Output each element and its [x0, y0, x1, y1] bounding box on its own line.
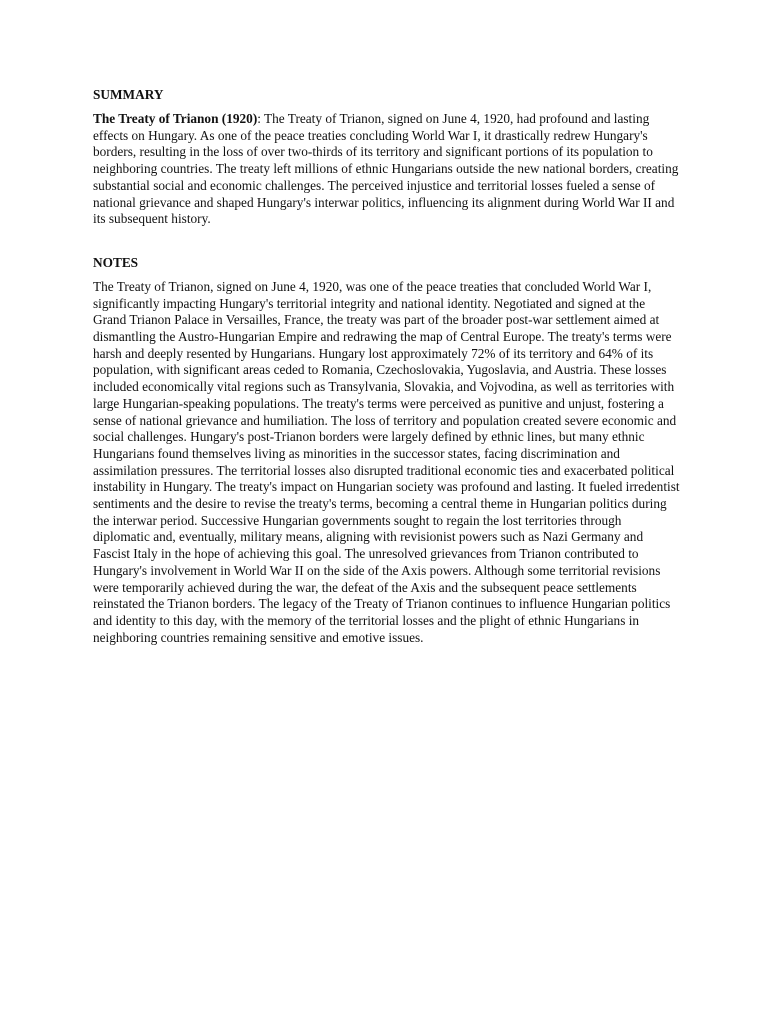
notes-paragraph: The Treaty of Trianon, signed on June 4, 1920, was one of the peace treaties that concluded World War I, significantly impacting Hungary's territorial integrity and national identity. Negotiated and signed at the Grand Trianon Palace in Versailles, France, the treaty was part of the broader post-war settlement aimed at dismantling the Austro-Hungarian Empire and redrawing the map of Central Europe. The treaty's terms were harsh and deeply resented by Hungarians. Hungary lost approximately 72% of its territory and 64% of its population, with significant areas ceded to Romania, Czechoslovakia, Yugoslavia, and Austria. These losses included economically vital regions such as Transylvania, Slovakia, and Vojvodina, as well as territories with large Hungarian-speaking populations. The treaty's terms were perceived as punitive and unjust, fostering a sense of national grievance and humiliation. The loss of territory and population created severe economic and social challenges. Hungary's post-Trianon borders were largely defined by ethnic lines, but many ethnic Hungarians found themselves living as minorities in the successor states, facing discrimination and assimilation pressures. The territorial losses also disrupted traditional economic ties and exacerbated political instability in Hungary. The treaty's impact on Hungarian society was profound and lasting. It fueled irredentist sentiments and the desire to revise the treaty's terms, becoming a central theme in Hungarian politics during the interwar period. Successive Hungarian governments sought to regain the lost territories through diplomatic and, eventually, military means, aligning with revisionist powers such as Nazi Germany and Fascist Italy in the hope of achieving this goal. The unresolved grievances from Trianon contributed to Hungary's involvement in World War II on the side of the Axis powers. Although some territorial revisions were temporarily achieved during the war, the defeat of the Axis and the subsequent peace settlements reinstated the Trianon borders. The legacy of the Treaty of Trianon continues to influence Hungarian politics and identity to this day, with the memory of the territorial losses and the plight of ethnic Hungarians in neighboring countries remaining sensitive and emotive issues. — [93, 278, 680, 645]
summary-lead: The Treaty of Trianon (1920) — [93, 111, 258, 126]
summary-heading: SUMMARY — [93, 87, 164, 102]
notes-heading: NOTES — [93, 254, 139, 270]
summary-body: : The Treaty of Trianon, signed on June 4, 1920, had profound and lasting effects on Hungary. As one of the peace treaties concluding World War I, it drastically redrew Hungary's borders, resulting in the loss of over two-thirds of its territory and significant portions of its population to neighboring countries. The treaty left millions of ethnic Hungarians outside the new national borders, creating substantial social and economic challenges. The perceived injustice and territorial losses fueled a sense of national grievance and shaped Hungary's interwar politics, influencing its alignment during World War II and its subsequent history. — [93, 111, 679, 227]
summary-paragraph — [93, 111, 681, 228]
summary-section — [93, 86, 681, 228]
document-page — [93, 86, 681, 646]
notes-section — [93, 254, 681, 646]
